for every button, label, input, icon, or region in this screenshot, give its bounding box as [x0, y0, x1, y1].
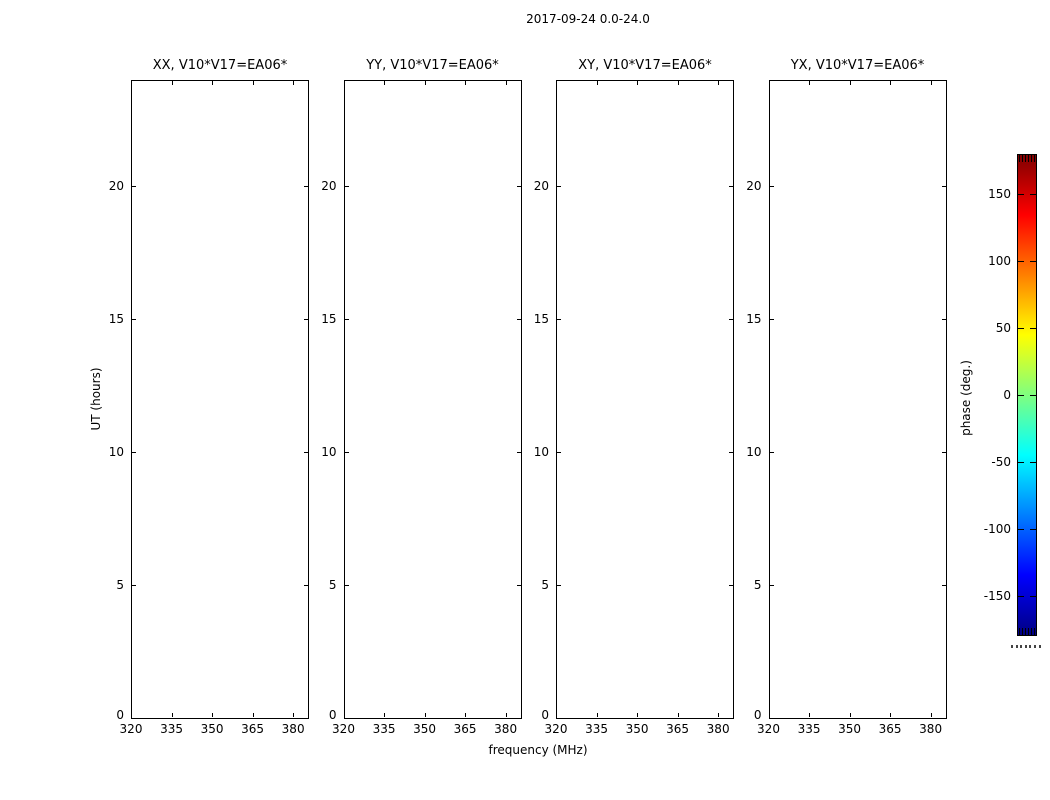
colorbar-tick-label: -50 — [991, 454, 1011, 469]
x-tick-mark — [212, 713, 213, 717]
y-tick-mark-right — [942, 319, 946, 320]
y-tick-label: 15 — [321, 312, 337, 327]
x-tick-label: 365 — [878, 722, 902, 736]
colorbar-minor-tick — [1034, 628, 1035, 635]
x-tick-label: 335 — [585, 722, 608, 736]
y-tick-mark-right — [942, 452, 946, 453]
y-tick-label: 10 — [533, 445, 549, 460]
x-tick-mark — [344, 713, 345, 717]
x-tick-mark-top — [556, 81, 557, 85]
y-tick-mark — [770, 452, 774, 453]
colorbar-tick-right — [1030, 194, 1036, 195]
x-tick-label: 365 — [453, 722, 477, 736]
colorbar-xticklabel-dots — [1029, 645, 1031, 648]
colorbar-minor-tick — [1028, 628, 1029, 635]
subplot-box — [344, 80, 522, 719]
x-tick-label: 350 — [413, 722, 437, 736]
x-tick-mark-top — [718, 81, 719, 85]
x-tick-mark-top — [769, 81, 770, 85]
x-tick-mark-top — [131, 81, 132, 85]
x-tick-mark — [556, 713, 557, 717]
colorbar-tick-right — [1030, 328, 1036, 329]
y-tick-mark — [557, 585, 561, 586]
colorbar-xticklabel-dots — [1020, 645, 1022, 648]
colorbar-tick-label: -100 — [983, 521, 1011, 536]
y-tick-mark-right — [942, 186, 946, 187]
x-tick-label: 365 — [241, 722, 265, 736]
x-tick-mark-top — [890, 81, 891, 85]
y-tick-mark — [770, 186, 774, 187]
x-tick-label: 335 — [372, 722, 396, 736]
colorbar-tick-label: 50 — [995, 321, 1011, 336]
x-tick-mark — [890, 713, 891, 717]
colorbar-minor-tick — [1031, 628, 1032, 635]
x-tick-mark-top — [850, 81, 851, 85]
x-tick-mark-top — [931, 81, 932, 85]
y-tick-mark — [132, 186, 136, 187]
y-tick-label: 20 — [533, 179, 549, 194]
y-tick-label: 10 — [108, 445, 124, 460]
x-tick-mark-top — [172, 81, 173, 85]
y-tick-label: 5 — [116, 578, 124, 593]
y-tick-label: 10 — [321, 445, 337, 460]
x-tick-mark — [809, 713, 810, 717]
x-tick-mark — [850, 713, 851, 717]
colorbar-tick-right — [1030, 261, 1036, 262]
x-tick-label: 335 — [160, 722, 183, 736]
colorbar-minor-tick — [1034, 155, 1035, 162]
x-tick-mark — [769, 713, 770, 717]
y-tick-label: 20 — [108, 179, 124, 194]
y-tick-label: 0 — [116, 708, 124, 722]
x-tick-mark — [384, 713, 385, 717]
x-tick-label: 320 — [119, 722, 143, 736]
x-tick-label: 320 — [757, 722, 780, 736]
x-tick-mark-top — [597, 81, 598, 85]
subplot-title: YX, V10*V17=EA06* — [790, 58, 925, 73]
colorbar-tick-right — [1030, 596, 1036, 597]
subplot-box — [556, 80, 734, 719]
colorbar-tick-left — [1018, 261, 1024, 262]
y-axis-label: UT (hours) — [89, 367, 103, 431]
x-tick-label: 380 — [706, 722, 730, 736]
colorbar-tick-left — [1018, 529, 1024, 530]
y-tick-mark — [770, 585, 774, 586]
colorbar-tick-right — [1030, 462, 1036, 463]
colorbar-xticklabel-dots — [1039, 645, 1041, 648]
colorbar-tick-left — [1018, 194, 1024, 195]
colorbar-minor-tick — [1025, 628, 1026, 635]
x-tick-label: 380 — [919, 722, 943, 736]
y-tick-label: 20 — [746, 179, 762, 194]
subplot-title: YY, V10*V17=EA06* — [366, 58, 499, 73]
y-tick-mark — [557, 319, 561, 320]
x-tick-mark — [678, 713, 679, 717]
subplot-title: XX, V10*V17=EA06* — [152, 58, 288, 73]
y-tick-label: 0 — [541, 708, 549, 722]
x-tick-label: 350 — [838, 722, 862, 736]
subplot-box — [769, 80, 947, 719]
colorbar-minor-tick — [1019, 155, 1020, 162]
x-tick-label: 320 — [544, 722, 568, 736]
x-tick-label: 350 — [200, 722, 224, 736]
colorbar-label: phase (deg.) — [959, 360, 973, 436]
x-tick-mark — [597, 713, 598, 717]
x-tick-mark — [293, 713, 294, 717]
colorbar-tick-label: -150 — [983, 588, 1011, 603]
colorbar-xticklabel-dots — [1034, 645, 1036, 648]
x-tick-mark — [637, 713, 638, 717]
y-tick-label: 0 — [328, 708, 337, 722]
y-tick-label: 0 — [753, 708, 762, 722]
colorbar-minor-tick — [1031, 155, 1032, 162]
x-tick-mark-top — [384, 81, 385, 85]
x-tick-mark-top — [809, 81, 810, 85]
figure-title: 2017-09-24 0.0-24.0 — [526, 12, 650, 26]
y-tick-label: 15 — [746, 312, 762, 327]
y-tick-label: 20 — [321, 179, 337, 194]
x-tick-mark — [465, 713, 466, 717]
x-axis-label: frequency (MHz) — [488, 743, 588, 757]
y-tick-mark — [557, 186, 561, 187]
y-tick-label: 15 — [108, 312, 124, 327]
x-tick-label: 335 — [797, 722, 821, 736]
y-tick-label: 5 — [328, 578, 337, 593]
colorbar-tick-left — [1018, 328, 1024, 329]
y-tick-mark — [345, 186, 349, 187]
x-tick-label: 380 — [281, 722, 305, 736]
subplot-title: XY, V10*V17=EA06* — [578, 58, 712, 73]
colorbar-tick-right — [1030, 529, 1036, 530]
x-tick-mark-top — [425, 81, 426, 85]
x-tick-mark — [172, 713, 173, 717]
y-tick-label: 10 — [746, 445, 762, 460]
x-tick-mark — [718, 713, 719, 717]
y-tick-mark — [345, 452, 349, 453]
x-tick-mark — [931, 713, 932, 717]
colorbar-xticklabel-dots — [1016, 645, 1018, 648]
colorbar-minor-tick — [1019, 628, 1020, 635]
x-tick-label: 365 — [666, 722, 690, 736]
x-tick-mark — [425, 713, 426, 717]
y-tick-mark — [557, 452, 561, 453]
x-tick-mark — [131, 713, 132, 717]
colorbar-xticklabel-dots — [1011, 645, 1013, 648]
y-tick-mark — [345, 585, 349, 586]
colorbar-tick-left — [1018, 462, 1024, 463]
subplot-box — [131, 80, 309, 719]
colorbar-tick-right — [1030, 395, 1036, 396]
colorbar-tick-label: 0 — [1003, 388, 1011, 402]
colorbar-xticklabel-dots — [1025, 645, 1027, 648]
colorbar-minor-tick — [1028, 155, 1029, 162]
colorbar-tick-left — [1018, 596, 1024, 597]
x-tick-mark — [506, 713, 507, 717]
y-tick-mark — [132, 319, 136, 320]
y-tick-mark — [132, 452, 136, 453]
x-tick-mark-top — [506, 81, 507, 85]
x-tick-mark-top — [293, 81, 294, 85]
x-tick-mark-top — [465, 81, 466, 85]
x-tick-mark-top — [344, 81, 345, 85]
x-tick-mark-top — [253, 81, 254, 85]
x-tick-label: 320 — [332, 722, 355, 736]
x-tick-mark-top — [678, 81, 679, 85]
x-tick-mark — [253, 713, 254, 717]
x-tick-mark-top — [637, 81, 638, 85]
y-tick-label: 15 — [533, 312, 549, 327]
colorbar-minor-tick — [1022, 628, 1023, 635]
y-tick-mark — [345, 319, 349, 320]
x-tick-mark-top — [212, 81, 213, 85]
colorbar-tick-label: 150 — [988, 187, 1011, 202]
x-tick-label: 350 — [625, 722, 649, 736]
y-tick-label: 5 — [541, 578, 549, 593]
colorbar-tick-label: 100 — [988, 254, 1011, 269]
y-tick-mark-right — [942, 585, 946, 586]
colorbar-minor-tick — [1025, 155, 1026, 162]
colorbar-tick-left — [1018, 395, 1024, 396]
y-tick-label: 5 — [753, 578, 762, 593]
colorbar-minor-tick — [1022, 155, 1023, 162]
x-tick-label: 380 — [494, 722, 518, 736]
y-tick-mark — [132, 585, 136, 586]
y-tick-mark — [770, 319, 774, 320]
